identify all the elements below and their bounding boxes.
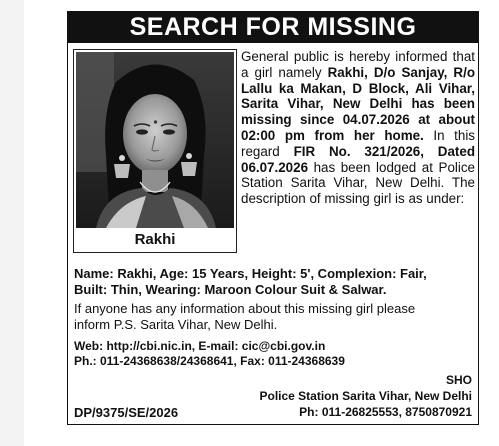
photo-caption: Rakhi: [134, 231, 176, 248]
intro-text-3: has been lodged at Police Station Sarita Vihar, New Delhi. The description of missing girl is as under:: [241, 159, 475, 207]
station-phone: Ph: 011-26825553, 8750870921: [299, 405, 472, 419]
intro-text-2: In this regard: [241, 127, 475, 159]
cbi-contact: [74, 339, 474, 368]
portrait-image: [76, 52, 234, 228]
person-details: [74, 266, 474, 299]
contact-phone-fax: Ph.: 011-24368638/24368641, Fax: 011-24368639: [74, 353, 345, 368]
left-gutter: [0, 0, 24, 446]
details-line-2: Built: Thin, Wearing: Maroon Colour Suit & Salwar.: [74, 282, 387, 298]
intro-text-1: General public is hereby informed that a girl namely: [241, 49, 475, 80]
public-appeal: [74, 301, 476, 333]
fir-details: FIR No. 321/2026, Dated 06.07.2026: [241, 143, 476, 175]
photo-frame: [73, 49, 237, 253]
missing-person-notice: [67, 11, 479, 425]
intro-bold-1: Rakhi, D/o Sanjay, R/o Lallu ka Makan, D Block, Ali Vihar, Sarita Vihar, New Delhi has been missing since 04.07.2026 at about 02:00 pm from her home.: [241, 64, 475, 143]
signatory: SHO: [445, 373, 472, 387]
notice-description: [241, 49, 475, 207]
details-line-1: Name: Rakhi, Age: 15 Years, Height: 5', Complexion: Fair,: [74, 266, 427, 281]
notice-headline: SEARCH FOR MISSING: [68, 12, 478, 43]
police-station: Police Station Sarita Vihar, New Delhi: [259, 389, 472, 403]
missing-person-photo: [76, 52, 234, 228]
appeal-line-2: inform P.S. Sarita Vihar, New Delhi.: [74, 317, 278, 332]
appeal-line-1: If anyone has any information about this missing girl please: [74, 301, 416, 316]
dp-number: DP/9375/SE/2026: [74, 405, 179, 420]
contact-web-email: Web: http://cbi.nic.in, E-mail: cic@cbi.gov.in: [74, 339, 326, 353]
